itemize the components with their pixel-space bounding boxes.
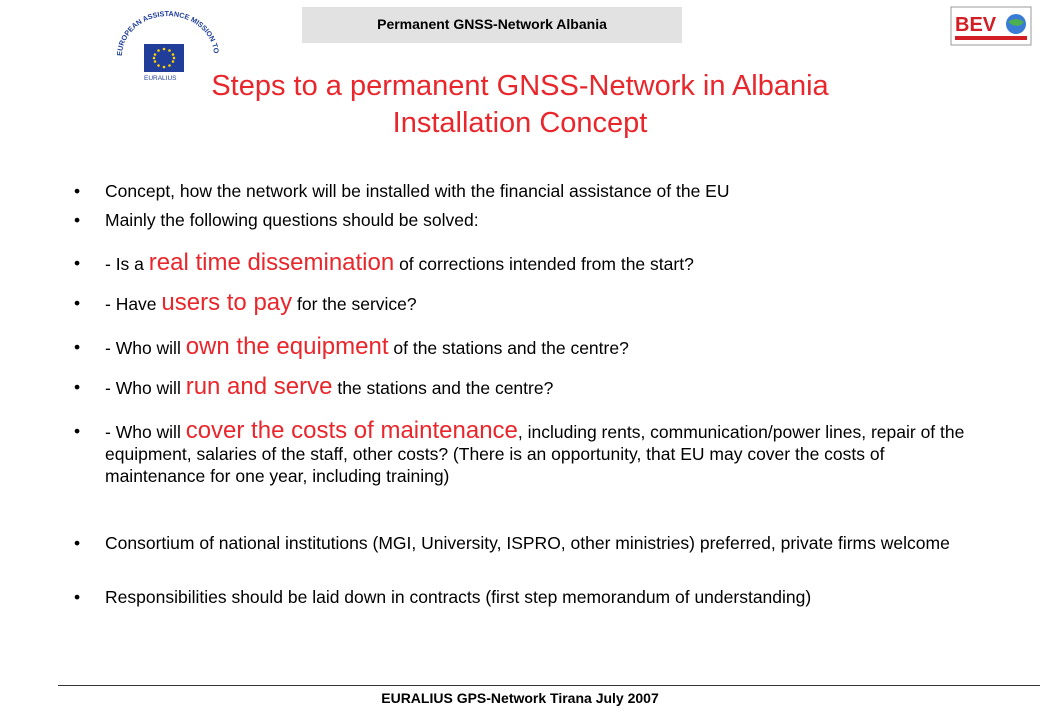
bullet-dot-icon: • [74, 337, 81, 357]
bullet-text: Consortium of national institutions (MGI, University, ISPRO, other ministries) preferred, private firms welcome [105, 533, 950, 553]
bev-logo [950, 6, 1032, 46]
bullet-text-pre: - Is a [105, 254, 149, 274]
bullet-text-pre: - Have [105, 294, 162, 314]
slide-title [80, 68, 960, 142]
bullet-highlight: own the equipment [185, 333, 389, 360]
bullet-item [72, 289, 972, 316]
bullet-item [72, 417, 972, 487]
bullet-dot-icon: • [74, 293, 81, 313]
bullet-dot-icon: • [74, 377, 81, 397]
bullet-item [72, 586, 972, 608]
bev-text: BEV [955, 14, 997, 36]
bullet-item [72, 249, 972, 276]
bullet-text: Concept, how the network will be installed with the financial assistance of the EU [105, 181, 730, 201]
header-title: Permanent GNSS-Network Albania [302, 7, 682, 43]
bullet-dot-icon: • [74, 210, 81, 230]
bullet-highlight: users to pay [161, 289, 293, 316]
bullet-dot-icon: • [74, 421, 81, 441]
bullet-text-post: the stations and the centre? [332, 378, 554, 398]
logo-arc-text: EUROPEAN ASSISTANCE MISSION TO [114, 8, 221, 57]
bullet-dot-icon: • [74, 253, 81, 273]
bullet-highlight: cover the costs of maintenance [185, 417, 518, 444]
bullet-text: Mainly the following questions should be solved: [105, 210, 479, 230]
bullet-item [72, 180, 972, 202]
footer-divider [58, 685, 1040, 686]
bullet-highlight: run and serve [185, 373, 333, 400]
bullet-text-pre: - Who will [105, 422, 186, 442]
bullet-dot-icon: • [74, 533, 81, 553]
bullet-text-post: of the stations and the centre? [388, 338, 629, 358]
title-line-1: Steps to a permanent GNSS-Network in Albania [211, 70, 829, 102]
bullet-text-pre: - Who will [105, 378, 186, 398]
footer-text: EURALIUS GPS-Network Tirana July 2007 [381, 690, 659, 706]
title-line-2: Installation Concept [392, 107, 648, 139]
bullet-item [72, 209, 972, 231]
bullet-text-post: of corrections intended from the start? [394, 254, 694, 274]
logo-sub-text: EURALIUS [144, 75, 177, 82]
bullet-text-pre: - Who will [105, 338, 186, 358]
bullet-highlight: real time dissemination [148, 249, 395, 276]
bullet-dot-icon: • [74, 181, 81, 201]
bullet-item [72, 373, 972, 400]
bullet-item [72, 333, 972, 360]
bullet-text-post: for the service? [292, 294, 417, 314]
bullet-text: Responsibilities should be laid down in contracts (first step memorandum of understanding) [105, 587, 812, 607]
bullet-item [72, 532, 972, 554]
bullet-dot-icon: • [74, 587, 81, 607]
bullet-text-post: , including rents, communication/power lines, repair of the equipment, salaries of the staff, other costs? (There is an opportunity, that EU may cover the costs of maintenance for one year, including training) [105, 422, 965, 486]
